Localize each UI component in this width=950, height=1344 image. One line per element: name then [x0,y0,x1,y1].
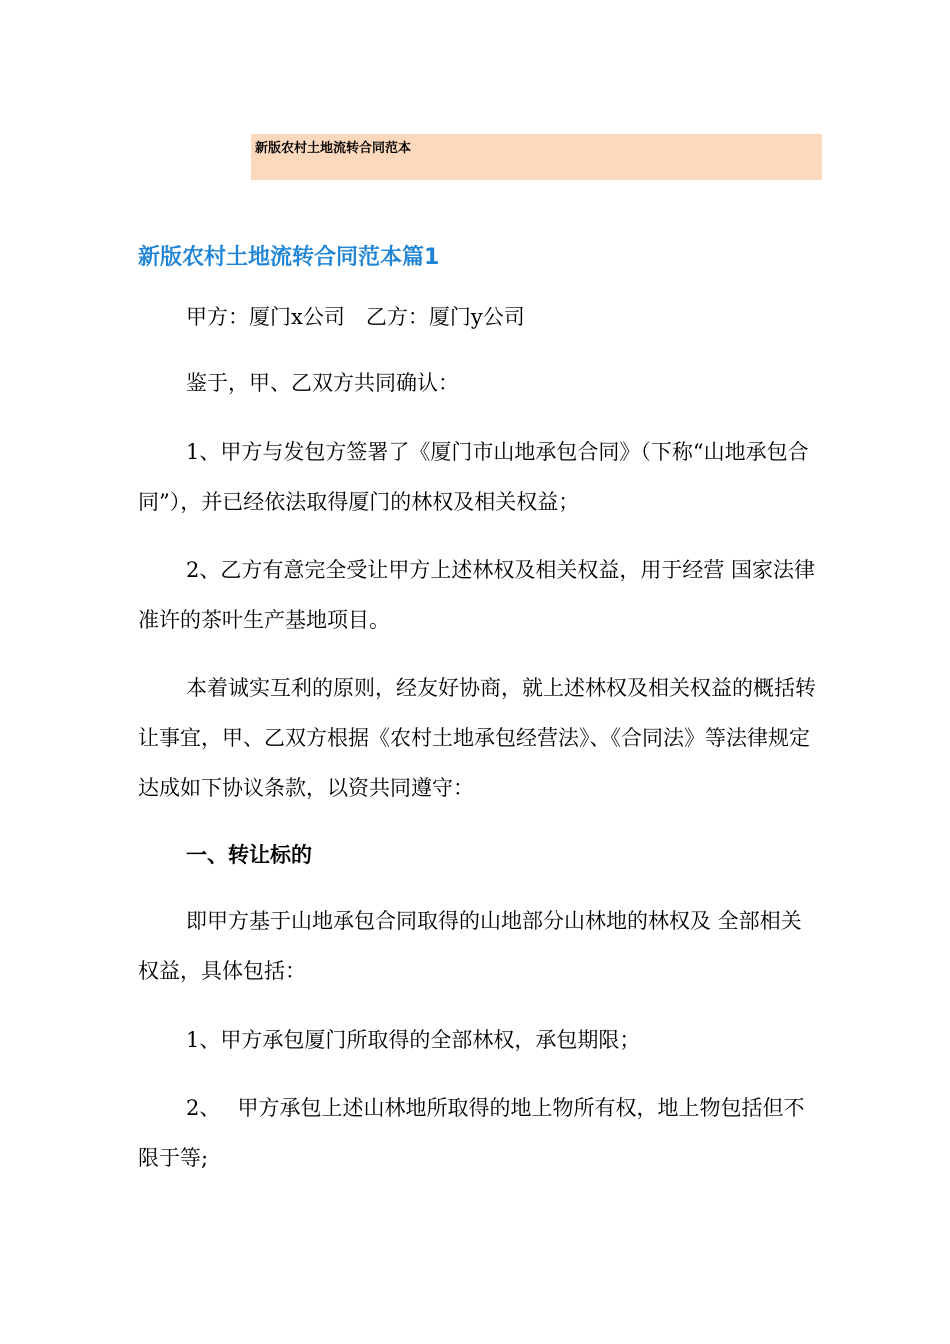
document-title: 新版农村土地流转合同范本篇1 [138,245,440,270]
item-paragraph-1: 1、甲方承包厦门所取得的全部林权，承包期限； [186,1028,641,1052]
header-banner [251,134,822,180]
subject-paragraph: 即甲方基于山地承包合同取得的山地部分山林地的林权及 全部相关权益，具体包括： [138,909,802,983]
recital-paragraph: 鉴于，甲、乙双方共同确认： [186,371,459,395]
agreement-paragraph: 本着诚实互利的原则，经友好协商，就上述林权及相关权益的概括转让事宜，甲、乙双方根据《农村土地承包经营法》、《合同法》等法律规定达成如下协议条款，以资共同遵守： [138,676,816,800]
section-heading: 一、转让标的 [186,843,312,867]
parties-paragraph: 甲方：厦门x公司 乙方：厦门y公司 [186,305,525,329]
clause-paragraph-1: 1、甲方与发包方签署了《厦门市山地承包合同》（下称“山地承包合同”），并已经依法取得厦门的林权及相关权益； [138,440,809,514]
clause-paragraph-2: 2、乙方有意完全受让甲方上述林权及相关权益，用于经营 国家法律准许的茶叶生产基地项目。 [138,558,816,632]
item-paragraph-2: 2、 甲方承包上述山林地所取得的地上物所有权，地上物包括但不限于等; [138,1096,805,1170]
banner-title: 新版农村土地流转合同范本 [255,141,412,156]
